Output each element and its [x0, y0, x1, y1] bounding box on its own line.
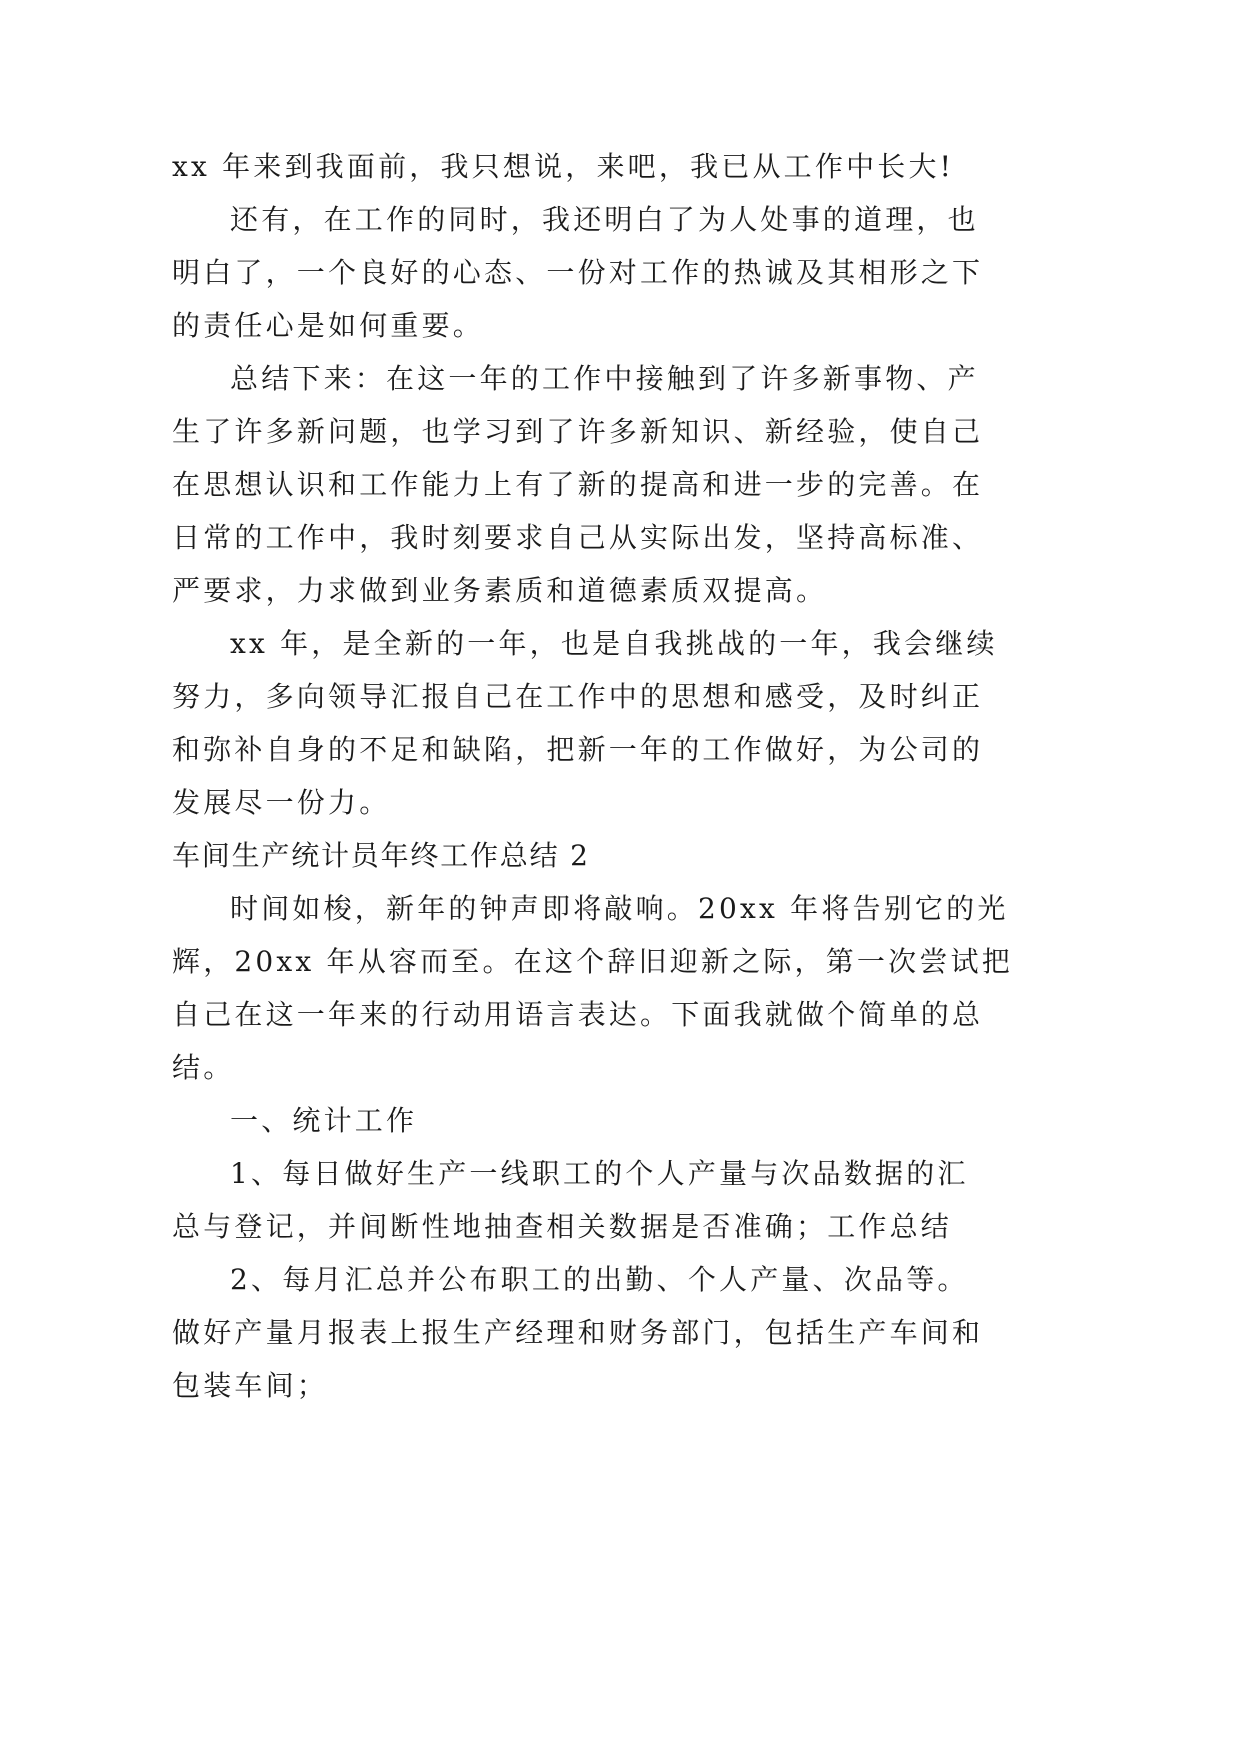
text-line: 严要求，力求做到业务素质和道德素质双提高。 — [172, 574, 828, 607]
text-line: 总结下来：在这一年的工作中接触到了许多新事物、产 — [230, 362, 979, 395]
text-line: 和弥补自身的不足和缺陷，把新一年的工作做好，为公司的 — [172, 733, 984, 766]
text-line: 努力，多向领导汇报自己在工作中的思想和感受，及时纠正 — [172, 680, 984, 713]
heading-text: 车间生产统计员年终工作总结 2 — [172, 839, 590, 872]
text-line: 1、每日做好生产一线职工的个人产量与次品数据的汇 — [230, 1157, 969, 1190]
text-line: 包装车间； — [172, 1369, 329, 1402]
text-line: 一、统计工作 — [230, 1104, 418, 1137]
text-line: xx 年来到我面前，我只想说，来吧，我已从工作中长大! — [172, 150, 955, 183]
text-line: 自己在这一年来的行动用语言表达。下面我就做个简单的总 — [172, 998, 984, 1031]
text-line: 时间如梭，新年的钟声即将敲响。20xx 年将告别它的光 — [230, 892, 1009, 925]
text-line: 结。 — [172, 1051, 235, 1084]
text-line: xx 年，是全新的一年，也是自我挑战的一年，我会继续 — [230, 627, 998, 660]
text-line: 辉，20xx 年从容而至。在这个辞旧迎新之际，第一次尝试把 — [172, 945, 1013, 978]
text-line: 生了许多新问题，也学习到了许多新知识、新经验，使自己 — [172, 415, 984, 448]
text-line: 的责任心是如何重要。 — [172, 309, 485, 342]
text-line: 日常的工作中，我时刻要求自己从实际出发，坚持高标准、 — [172, 521, 984, 554]
text-line: 2、每月汇总并公布职工的出勤、个人产量、次品等。 — [230, 1263, 969, 1296]
text-line: 还有，在工作的同时，我还明白了为人处事的道理，也 — [230, 203, 979, 236]
text-line: 总与登记，并间断性地抽查相关数据是否准确；工作总结 — [172, 1210, 953, 1243]
text-line: 在思想认识和工作能力上有了新的提高和进一步的完善。在 — [172, 468, 984, 501]
text-line: 发展尽一份力。 — [172, 786, 391, 819]
text-line: 做好产量月报表上报生产经理和财务部门，包括生产车间和 — [172, 1316, 984, 1349]
text-line: 明白了，一个良好的心态、一份对工作的热诚及其相形之下 — [172, 256, 984, 289]
